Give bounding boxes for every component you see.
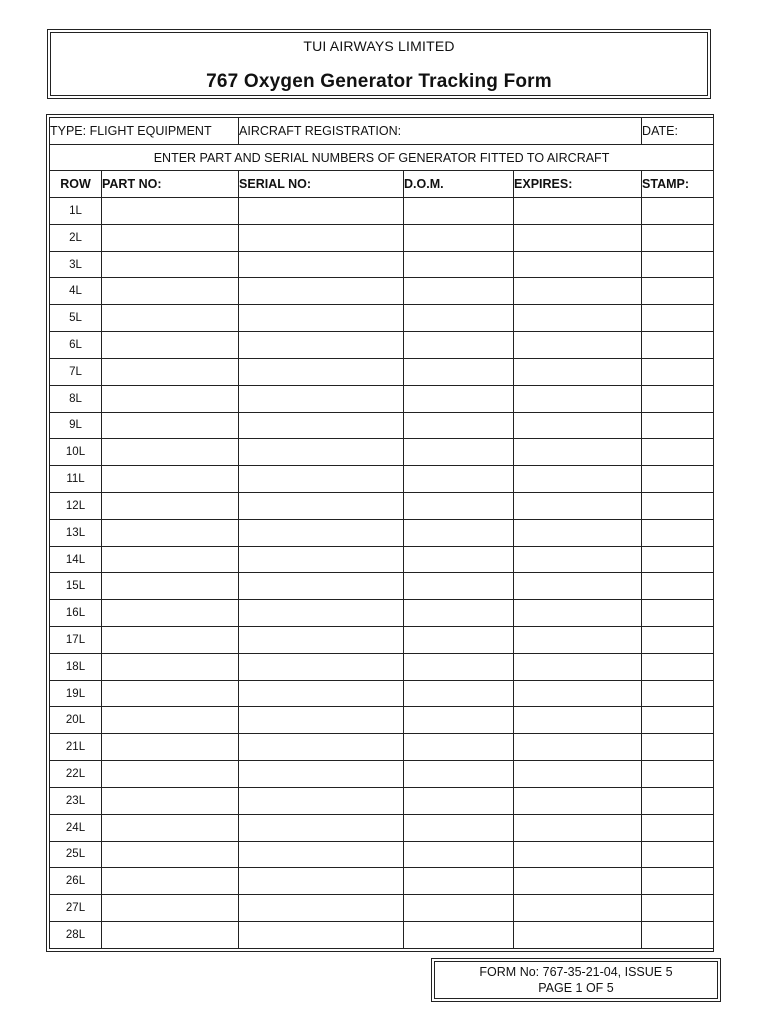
- dom-cell[interactable]: [404, 519, 514, 546]
- table-row: [50, 761, 714, 788]
- row-label: 8L: [50, 385, 102, 412]
- instruction-row: [50, 145, 714, 171]
- expires-cell[interactable]: [514, 332, 642, 359]
- stamp-cell[interactable]: [642, 573, 714, 600]
- stamp-cell[interactable]: [642, 707, 714, 734]
- dom-cell[interactable]: [404, 921, 514, 948]
- serial-no-cell[interactable]: [239, 921, 404, 948]
- stamp-cell[interactable]: [642, 492, 714, 519]
- part-no-cell[interactable]: [102, 761, 239, 788]
- part-no-cell[interactable]: [102, 412, 239, 439]
- expires-cell[interactable]: [514, 600, 642, 627]
- serial-no-cell[interactable]: [239, 385, 404, 412]
- registration-label: AIRCRAFT REGISTRATION:: [239, 124, 402, 138]
- row-label: 28L: [50, 921, 102, 948]
- serial-no-cell[interactable]: [239, 653, 404, 680]
- stamp-cell[interactable]: [642, 305, 714, 332]
- dom-cell[interactable]: [404, 492, 514, 519]
- part-no-cell[interactable]: [102, 358, 239, 385]
- stamp-cell[interactable]: [642, 332, 714, 359]
- serial-no-cell[interactable]: [239, 734, 404, 761]
- row-label: 10L: [50, 439, 102, 466]
- part-no-cell[interactable]: [102, 519, 239, 546]
- table-row: [50, 412, 714, 439]
- stamp-cell[interactable]: [642, 546, 714, 573]
- part-no-cell[interactable]: [102, 278, 239, 305]
- form-number: FORM No: 767-35-21-04, ISSUE 5: [479, 965, 673, 979]
- stamp-cell[interactable]: [642, 895, 714, 922]
- info-row: [50, 118, 714, 145]
- expires-cell[interactable]: [514, 707, 642, 734]
- expires-cell[interactable]: [514, 787, 642, 814]
- stamp-cell[interactable]: [642, 814, 714, 841]
- expires-cell[interactable]: [514, 680, 642, 707]
- serial-no-cell[interactable]: [239, 492, 404, 519]
- row-label: 20L: [50, 707, 102, 734]
- row-label: 16L: [50, 600, 102, 627]
- stamp-cell[interactable]: [642, 787, 714, 814]
- type-field: TYPE: FLIGHT EQUIPMENT: [50, 118, 239, 145]
- dom-cell[interactable]: [404, 814, 514, 841]
- row-label: 12L: [50, 492, 102, 519]
- form-header: [50, 32, 708, 96]
- table-row: [50, 519, 714, 546]
- row-label: 3L: [50, 251, 102, 278]
- expires-cell[interactable]: [514, 734, 642, 761]
- stamp-cell[interactable]: [642, 653, 714, 680]
- serial-no-cell[interactable]: [239, 198, 404, 225]
- table-row: [50, 841, 714, 868]
- serial-no-cell[interactable]: [239, 707, 404, 734]
- dom-cell[interactable]: [404, 224, 514, 251]
- stamp-cell[interactable]: [642, 921, 714, 948]
- column-header-part-no: PART NO:: [102, 171, 239, 198]
- expires-cell[interactable]: [514, 251, 642, 278]
- form-footer: [434, 961, 718, 999]
- page-number: PAGE 1 OF 5: [538, 981, 614, 995]
- dom-cell[interactable]: [404, 895, 514, 922]
- serial-no-cell[interactable]: [239, 814, 404, 841]
- row-label: 23L: [50, 787, 102, 814]
- part-no-cell[interactable]: [102, 573, 239, 600]
- part-no-cell[interactable]: [102, 439, 239, 466]
- stamp-cell[interactable]: [642, 278, 714, 305]
- dom-cell[interactable]: [404, 305, 514, 332]
- table-row: [50, 895, 714, 922]
- row-label: 19L: [50, 680, 102, 707]
- stamp-cell[interactable]: [642, 224, 714, 251]
- part-no-cell[interactable]: [102, 305, 239, 332]
- table-row: [50, 627, 714, 654]
- table-row: [50, 814, 714, 841]
- table-row: [50, 278, 714, 305]
- dom-cell[interactable]: [404, 761, 514, 788]
- expires-cell[interactable]: [514, 868, 642, 895]
- table-row: [50, 868, 714, 895]
- row-label: 25L: [50, 841, 102, 868]
- row-label: 27L: [50, 895, 102, 922]
- expires-cell[interactable]: [514, 895, 642, 922]
- part-no-cell[interactable]: [102, 466, 239, 493]
- stamp-cell[interactable]: [642, 519, 714, 546]
- serial-no-cell[interactable]: [239, 895, 404, 922]
- table-row: [50, 198, 714, 225]
- stamp-cell[interactable]: [642, 627, 714, 654]
- dom-cell[interactable]: [404, 627, 514, 654]
- expires-cell[interactable]: [514, 385, 642, 412]
- stamp-cell[interactable]: [642, 600, 714, 627]
- serial-no-cell[interactable]: [239, 305, 404, 332]
- expires-cell[interactable]: [514, 653, 642, 680]
- expires-cell[interactable]: [514, 466, 642, 493]
- dom-cell[interactable]: [404, 868, 514, 895]
- row-label: 13L: [50, 519, 102, 546]
- serial-no-cell[interactable]: [239, 573, 404, 600]
- part-no-cell[interactable]: [102, 492, 239, 519]
- row-label: 17L: [50, 627, 102, 654]
- serial-no-cell[interactable]: [239, 439, 404, 466]
- dom-cell[interactable]: [404, 198, 514, 225]
- serial-no-cell[interactable]: [239, 332, 404, 359]
- serial-no-cell[interactable]: [239, 761, 404, 788]
- table-row: [50, 680, 714, 707]
- expires-cell[interactable]: [514, 921, 642, 948]
- table-row: [50, 466, 714, 493]
- dom-cell[interactable]: [404, 332, 514, 359]
- part-no-cell[interactable]: [102, 895, 239, 922]
- table-row: [50, 439, 714, 466]
- part-no-cell[interactable]: [102, 814, 239, 841]
- row-label: 5L: [50, 305, 102, 332]
- stamp-cell[interactable]: [642, 466, 714, 493]
- dom-cell[interactable]: [404, 546, 514, 573]
- expires-cell[interactable]: [514, 278, 642, 305]
- dom-cell[interactable]: [404, 707, 514, 734]
- table-row: [50, 251, 714, 278]
- serial-no-cell[interactable]: [239, 627, 404, 654]
- row-label: 15L: [50, 573, 102, 600]
- dom-cell[interactable]: [404, 385, 514, 412]
- serial-no-cell[interactable]: [239, 546, 404, 573]
- row-label: 1L: [50, 198, 102, 225]
- row-label: 2L: [50, 224, 102, 251]
- expires-cell[interactable]: [514, 412, 642, 439]
- serial-no-cell[interactable]: [239, 412, 404, 439]
- dom-cell[interactable]: [404, 680, 514, 707]
- serial-no-cell[interactable]: [239, 358, 404, 385]
- part-no-cell[interactable]: [102, 198, 239, 225]
- row-label: 4L: [50, 278, 102, 305]
- serial-no-cell[interactable]: [239, 519, 404, 546]
- dom-cell[interactable]: [404, 653, 514, 680]
- table-row: [50, 573, 714, 600]
- serial-no-cell[interactable]: [239, 600, 404, 627]
- stamp-cell[interactable]: [642, 734, 714, 761]
- column-header-dom: D.O.M.: [404, 171, 514, 198]
- tracking-table-frame: [46, 114, 714, 952]
- table-row: [50, 332, 714, 359]
- serial-no-cell[interactable]: [239, 251, 404, 278]
- part-no-cell[interactable]: [102, 680, 239, 707]
- expires-cell[interactable]: [514, 358, 642, 385]
- part-no-cell[interactable]: [102, 868, 239, 895]
- stamp-cell[interactable]: [642, 385, 714, 412]
- table-row: [50, 921, 714, 948]
- part-no-cell[interactable]: [102, 224, 239, 251]
- part-no-cell[interactable]: [102, 600, 239, 627]
- row-label: 14L: [50, 546, 102, 573]
- stamp-cell[interactable]: [642, 251, 714, 278]
- serial-no-cell[interactable]: [239, 841, 404, 868]
- table-row: [50, 734, 714, 761]
- row-label: 18L: [50, 653, 102, 680]
- part-no-cell[interactable]: [102, 707, 239, 734]
- column-header-row-no: ROW: [50, 171, 102, 198]
- table-row: [50, 305, 714, 332]
- part-no-cell[interactable]: [102, 921, 239, 948]
- row-label: 21L: [50, 734, 102, 761]
- row-label: 11L: [50, 466, 102, 493]
- row-label: 24L: [50, 814, 102, 841]
- dom-cell[interactable]: [404, 841, 514, 868]
- part-no-cell[interactable]: [102, 385, 239, 412]
- company-name: TUI AIRWAYS LIMITED: [303, 38, 455, 54]
- part-no-cell[interactable]: [102, 734, 239, 761]
- part-no-cell[interactable]: [102, 627, 239, 654]
- expires-cell[interactable]: [514, 519, 642, 546]
- dom-cell[interactable]: [404, 251, 514, 278]
- column-header-stamp: STAMP:: [642, 171, 714, 198]
- stamp-cell[interactable]: [642, 439, 714, 466]
- serial-no-cell[interactable]: [239, 787, 404, 814]
- row-label: 22L: [50, 761, 102, 788]
- dom-cell[interactable]: [404, 734, 514, 761]
- expires-cell[interactable]: [514, 761, 642, 788]
- instruction-text: ENTER PART AND SERIAL NUMBERS OF GENERATOR FITTED TO AIRCRAFT: [50, 145, 714, 171]
- table-row: [50, 224, 714, 251]
- dom-cell[interactable]: [404, 600, 514, 627]
- column-header-serial-no: SERIAL NO:: [239, 171, 404, 198]
- stamp-cell[interactable]: [642, 761, 714, 788]
- row-label: 9L: [50, 412, 102, 439]
- stamp-cell[interactable]: [642, 680, 714, 707]
- stamp-cell[interactable]: [642, 412, 714, 439]
- tracking-table: [49, 117, 714, 949]
- column-header-expires: EXPIRES:: [514, 171, 642, 198]
- table-row: [50, 707, 714, 734]
- table-row: [50, 653, 714, 680]
- stamp-cell[interactable]: [642, 841, 714, 868]
- form-title: 767 Oxygen Generator Tracking Form: [206, 71, 552, 92]
- stamp-cell[interactable]: [642, 198, 714, 225]
- table-row: [50, 358, 714, 385]
- dom-cell[interactable]: [404, 439, 514, 466]
- part-no-cell[interactable]: [102, 653, 239, 680]
- date-field[interactable]: DATE:: [642, 118, 714, 145]
- part-no-cell[interactable]: [102, 251, 239, 278]
- expires-cell[interactable]: [514, 439, 642, 466]
- column-header-row: [50, 171, 714, 198]
- expires-cell[interactable]: [514, 492, 642, 519]
- expires-cell[interactable]: [514, 573, 642, 600]
- part-no-cell[interactable]: [102, 332, 239, 359]
- serial-no-cell[interactable]: [239, 466, 404, 493]
- expires-cell[interactable]: [514, 841, 642, 868]
- table-row: [50, 600, 714, 627]
- serial-no-cell[interactable]: [239, 680, 404, 707]
- serial-no-cell[interactable]: [239, 278, 404, 305]
- expires-cell[interactable]: [514, 224, 642, 251]
- dom-cell[interactable]: [404, 573, 514, 600]
- part-no-cell[interactable]: [102, 841, 239, 868]
- expires-cell[interactable]: [514, 198, 642, 225]
- dom-cell[interactable]: [404, 412, 514, 439]
- table-row: [50, 546, 714, 573]
- stamp-cell[interactable]: [642, 358, 714, 385]
- serial-no-cell[interactable]: [239, 868, 404, 895]
- expires-cell[interactable]: [514, 814, 642, 841]
- table-row: [50, 385, 714, 412]
- row-label: 26L: [50, 868, 102, 895]
- dom-cell[interactable]: [404, 466, 514, 493]
- dom-cell[interactable]: [404, 358, 514, 385]
- registration-field[interactable]: [239, 118, 642, 145]
- row-label: 6L: [50, 332, 102, 359]
- part-no-cell[interactable]: [102, 546, 239, 573]
- table-row: [50, 492, 714, 519]
- row-label: 7L: [50, 358, 102, 385]
- expires-cell[interactable]: [514, 546, 642, 573]
- table-row: [50, 787, 714, 814]
- expires-cell[interactable]: [514, 627, 642, 654]
- dom-cell[interactable]: [404, 787, 514, 814]
- dom-cell[interactable]: [404, 278, 514, 305]
- serial-no-cell[interactable]: [239, 224, 404, 251]
- part-no-cell[interactable]: [102, 787, 239, 814]
- stamp-cell[interactable]: [642, 868, 714, 895]
- expires-cell[interactable]: [514, 305, 642, 332]
